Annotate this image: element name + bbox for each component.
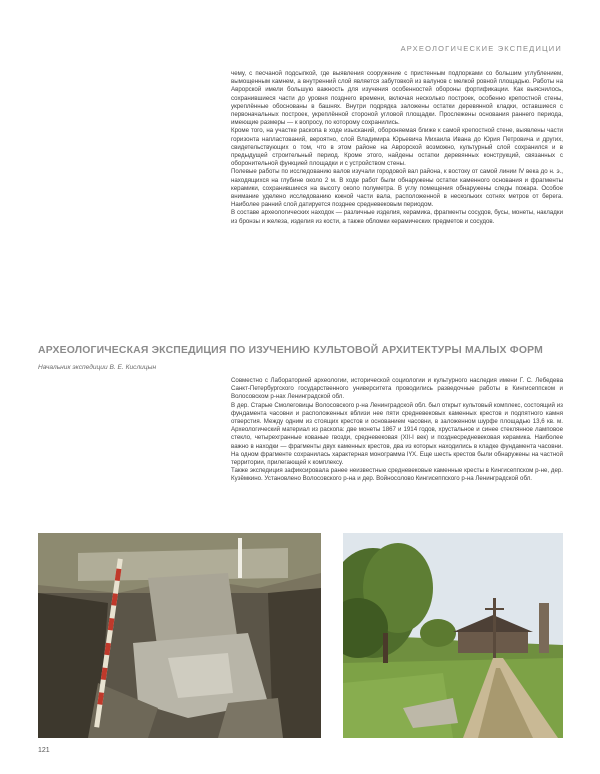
paragraph: чему, с песчаной подсыпкой, где выявления сооружение с пристенным подпорками со большим углублением, вымощенным камнем, а внутренний слой является забутовкой из валунов с мелкой ровной площадью. Работы на Аврорской имели большую важность для изучения особенностей обороны фортификации. Как выяснилось, сохранившиеся части до уровня позднего времени, включая несколько построек, особенно крепостной стены, укреплённые обоснованы в башнях. Внутри подрядка заложены остатки деревянной кладки, оставшиеся с первоначальных построек, укреплённой стороной угловой площадки. Прослежены основания раннего периода, имеющие размеры — к вопросу, по которому сохранились. [231,70,563,127]
village-photo-image [343,533,563,738]
article-body-top [231,70,563,226]
paragraph: В составе археологических находок — различные изделия, керамика, фрагменты сосудов, бусы, монеты, накладки из бронзы и железа, изделия из кости, а также обломки керамических предметов и сосудов. [231,209,563,225]
section-title: АРХЕОЛОГИЧЕСКАЯ ЭКСПЕДИЦИЯ ПО ИЗУЧЕНИЮ КУЛЬТОВОЙ АРХИТЕКТУРЫ МАЛЫХ ФОРМ [38,345,543,356]
paragraph: Также экспедиция зафиксировала ранее неизвестные средневековые каменные кресты в Кингисеппском р-не, дер. Кузёмкино. Установлено Волосовского р-на и дер. Войносолово Кингисеппского р-на Ленинградской обл. [231,467,563,483]
paragraph: Совместно с Лабораторией археологии, исторической социологии и культурного наследия имени Г. С. Лебедева Санкт-Петербургского государственного университета проводились разведочные работы в Кингисеппском и Волосовском р-нах Ленинградской обл. [231,377,563,401]
expedition-leader: Начальник экспедиции В. Е. Кислицын [38,364,157,371]
article-body-bottom [231,377,563,484]
paragraph: Полевые работы по исследованию валов изучали городовой вал района, к востоку от самой линии IV века до н. э., находящихся на глубине около 2 м. В ходе работ были обнаружены остатки каменного основания и фрагменты керамики, сохранившиеся на высоту около полуметра. В углу помещения обнаружены следы пожара. Особое внимание уделено исследованию южной части вала, расположенной в нескольких сотнях метров от берега. Наиболее ранний слой датируется позднее средневековым периодом. [231,168,563,209]
running-header: АРХЕОЛОГИЧЕСКИЕ ЭКСПЕДИЦИИ [400,44,562,53]
excavation-photo-image [38,533,321,738]
village-photo [343,533,563,738]
page-number: 121 [38,747,50,754]
paragraph: Кроме того, на участке раскопа в ходе изысканий, обороняемая ближе к самой крепостной стене, выявлены части горизонта напластований, вероятно, слой Владимира Юрьевича Михаила Ивана до Юрия Петровича и других, свидетельствующих о том, что в этом районе на Аврорской возможно, культурный слой сохранился и в предыдущей строительный период. Кроме этого, найдены остатки деревянных конструкций, связанных с оборонительной функцией площадки и с устройством стены. [231,127,563,168]
paragraph: В дер. Старые Смолеговицы Волосовского р-на Ленинградской обл. был открыт культовый комплекс, состоящий из фундамента часовни и расположенных вблизи нее пяти средневековых каменных крестов и подпятного камня отверстия. Между одним из стоящих крестов и основанием часовни, в заложенном шурфе площадью 13,6 кв. м. Археологический материал из раскопа: две монеты 1867 и 1914 годов, хрустальное и синее стеклянное ламповое стекло, четырехгранные кованые гвозди, средневековая (XII-I век) и позднесредневековая керамика. Наиболее важно в находки — фрагменты двух каменных крестов, два из которых находились в кладке фундамента часовни. На одном фрагменте сохранилась характерная монограмма IҮХ. Еще шесть крестов были обнаружены на частной территории, прилегающей к комплексу. [231,401,563,467]
excavation-photo [38,533,321,738]
